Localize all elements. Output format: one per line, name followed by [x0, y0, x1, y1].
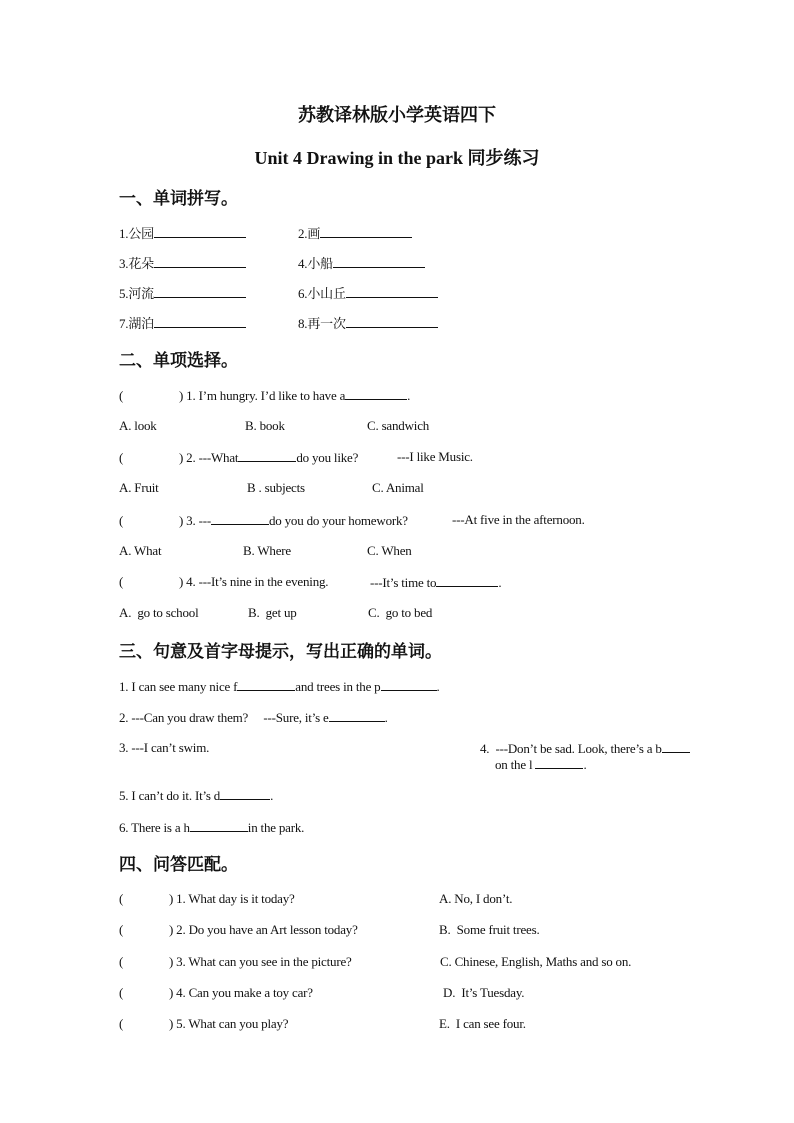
answer-blank[interactable]: [345, 387, 407, 400]
answer-blank[interactable]: [154, 225, 246, 238]
answer-blank[interactable]: [333, 255, 425, 268]
choice-option-b[interactable]: B . subjects: [247, 480, 305, 495]
fill-sentence-5: 5. I can’t do it. It’s d .: [119, 788, 274, 803]
spelling-item: 1.公园: [119, 223, 246, 242]
choice-option-a[interactable]: A. Fruit: [119, 480, 159, 495]
page-title: 苏教译林版小学英语四下: [298, 105, 496, 125]
match-answer: E. I can see four.: [439, 1016, 526, 1031]
spelling-item: 6.小山丘: [298, 283, 438, 302]
match-question: ( ) 3. What can you see in the picture?: [119, 954, 352, 969]
match-answer: D. It’s Tuesday.: [443, 985, 525, 1000]
match-answer: C. Chinese, English, Maths and so on.: [440, 954, 632, 969]
answer-blank[interactable]: [190, 819, 248, 832]
answer-blank[interactable]: [237, 678, 295, 691]
match-question: ( ) 5. What can you play?: [119, 1016, 289, 1031]
fill-sentence-3: 3. ---I can’t swim.: [119, 740, 210, 755]
choice-question-3: ( ) 3. --- do you do your homework?: [119, 513, 408, 528]
fill-sentence-6: 6. There is a h in the park.: [119, 820, 305, 835]
answer-blank[interactable]: [346, 315, 438, 328]
answer-blank[interactable]: [381, 678, 437, 691]
choice-option-c[interactable]: C. Animal: [372, 480, 424, 495]
match-answer: A. No, I don’t.: [439, 891, 513, 906]
match-question: ( ) 4. Can you make a toy car?: [119, 985, 313, 1000]
fill-sentence-1: 1. I can see many nice f and trees in the p .: [119, 679, 440, 694]
choice-option-c[interactable]: C. go to bed: [368, 605, 433, 620]
spelling-item: 7.湖泊: [119, 313, 246, 332]
choice-answer-3: ---At five in the afternoon.: [452, 512, 585, 527]
spelling-item: 4.小船: [298, 253, 425, 272]
section-3-heading: 三、句意及首字母提示，写出正确的单词。: [119, 642, 442, 661]
choice-question-4: ( ) 4. ---It’s nine in the evening.: [119, 574, 329, 589]
choice-option-a[interactable]: A. What: [119, 543, 162, 558]
fill-sentence-4: 4. ---Don’t be sad. Look, there’s a b: [480, 740, 690, 757]
choice-option-a[interactable]: A. look: [119, 418, 157, 433]
answer-blank[interactable]: [211, 512, 269, 525]
spelling-item: 2.画: [298, 223, 412, 242]
spelling-item: 3.花朵: [119, 253, 246, 272]
fill-sentence-2: 2. ---Can you draw them? ---Sure, it’s e .: [119, 710, 388, 725]
answer-blank[interactable]: [154, 315, 246, 328]
answer-blank[interactable]: [220, 787, 270, 800]
answer-blank[interactable]: [535, 756, 583, 769]
answer-blank[interactable]: [436, 574, 498, 587]
spelling-item: 5.河流: [119, 283, 246, 302]
match-question: ( ) 1. What day is it today?: [119, 891, 295, 906]
choice-option-b[interactable]: B. book: [245, 418, 285, 433]
section-4-heading: 四、问答匹配。: [119, 855, 238, 874]
spelling-item: 8.再一次: [298, 313, 438, 332]
match-answer: B. Some fruit trees.: [439, 922, 540, 937]
section-1-heading: 一、单词拼写。: [119, 189, 238, 208]
answer-blank[interactable]: [329, 709, 385, 722]
answer-blank[interactable]: [662, 740, 690, 753]
choice-option-a[interactable]: A. go to school: [119, 605, 199, 620]
page-subtitle: Unit 4 Drawing in the park 同步练习: [254, 148, 540, 168]
match-question: ( ) 2. Do you have an Art lesson today?: [119, 922, 358, 937]
choice-option-b[interactable]: B. get up: [248, 605, 297, 620]
answer-blank[interactable]: [346, 285, 438, 298]
choice-answer-2: ---I like Music.: [397, 449, 473, 464]
choice-question-2: ( ) 2. ---What do you like?: [119, 450, 359, 465]
choice-option-c[interactable]: C. sandwich: [367, 418, 430, 433]
section-2-heading: 二、单项选择。: [119, 351, 238, 370]
choice-option-b[interactable]: B. Where: [243, 543, 291, 558]
fill-sentence-4-cont: on the l .: [495, 757, 587, 772]
choice-question-1: ( ) 1. I’m hungry. I’d like to have a .: [119, 388, 411, 403]
answer-blank[interactable]: [238, 449, 296, 462]
answer-blank[interactable]: [154, 285, 246, 298]
answer-blank[interactable]: [154, 255, 246, 268]
answer-blank[interactable]: [320, 225, 412, 238]
choice-option-c[interactable]: C. When: [367, 543, 412, 558]
choice-answer-4: ---It’s time to .: [370, 575, 502, 590]
